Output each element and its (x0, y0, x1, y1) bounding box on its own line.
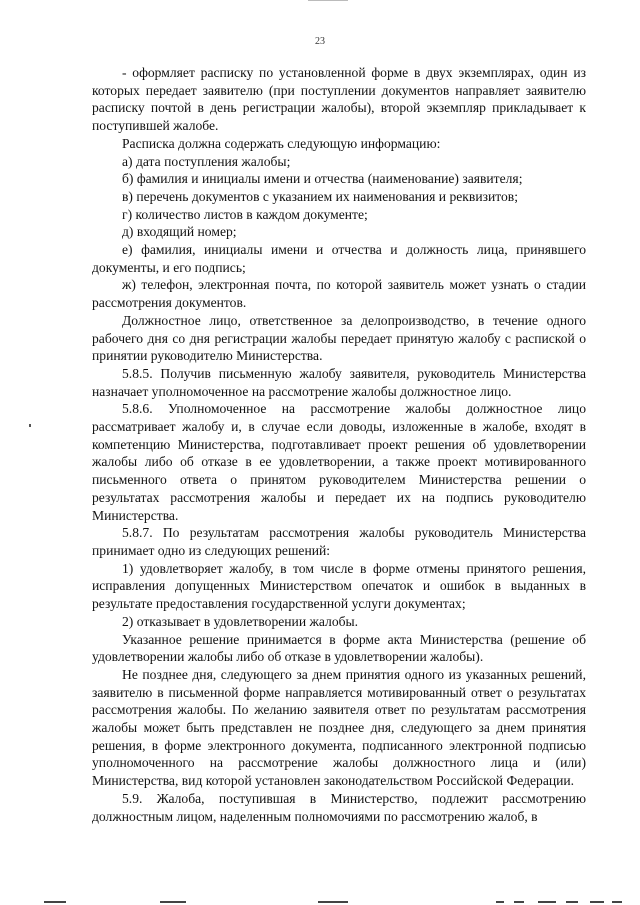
paragraph-records-officer: Должностное лицо, ответственное за делопроизводство, в течение одного рабочего дня со дня регистрации жалобы передает принятую жалобу с распиской о принятии руководителю Министерства. (92, 312, 586, 364)
decision-item-1: 1) удовлетворяет жалобу, в том числе в форме отмены принятого решения, исправления допущенных Министерством опечаток и ошибок в выданных в результате предоставления государственной услуги документах; (92, 560, 586, 612)
section-5-8-5: 5.8.5. Получив письменную жалобу заявителя, руководитель Министерства назначает уполномоченное на рассмотрение жалобы должностное лицо. (92, 365, 586, 399)
section-5-8-7: 5.8.7. По результатам рассмотрения жалобы руководитель Министерства принимает одно из следующих решений: (92, 525, 586, 558)
list-item-b: б) фамилия и инициалы имени и отчества (наименование) заявителя; (122, 171, 523, 187)
section-5-9: 5.9. Жалоба, поступившая в Министерство, подлежит рассмотрению должностным лицом, наделенным полномочиями по рассмотрению жалоб, в (92, 790, 586, 824)
section-5-8-6: 5.8.6. Уполномоченное на рассмотрение жалобы должностное лицо рассматривает жалобу и, в случае если доводы, изложенные в жалобе, входят в компетенцию Министерства, подготавливает проект решения об удовлетворении жалобы либо об отказе в ее удовлетворении, а также проект мотивированного письменного ответа о принятом руководителем Министерства решении о результатах рассмотрения жалобы и передает их на подпись руководителю Министерства. (92, 401, 586, 523)
list-item-v: в) перечень документов с указанием их наименования и реквизитов; (122, 188, 518, 204)
page-number: 23 (315, 36, 325, 47)
body-text (92, 64, 586, 825)
scan-artifact-bottom (0, 899, 640, 903)
paragraph-receipt-issuing: - оформляет расписку по установленной форме в двух экземплярах, один из которых передает заявителю (при поступлении документов направляет заявителю расписку почтой в день регистрации жалобы), второй экземпляр прикладывает к поступившей жалобе. (92, 65, 586, 134)
scan-artifact-top (308, 0, 348, 1)
list-item-g: г) количество листов в каждом документе; (122, 206, 368, 222)
paragraph-response-deadline: Не позднее дня, следующего за днем принятия одного из указанных решений, заявителю в письменной форме направляется мотивированный ответ о результатах рассмотрения жалобы. По желанию заявителя ответ по результатам рассмотрения жалобы может быть представлен не позднее дня, следующего за днем принятия решения, в форме электронного документа, подписанного электронной подписью уполномоченного на рассмотрение жалобы должностного лица и (или) Министерства, вид которой установлен законодательством Российской Федерации. (92, 666, 586, 789)
decision-item-2: 2) отказывает в удовлетворении жалобы. (122, 613, 359, 629)
scan-artifact-margin (29, 424, 31, 427)
paragraph-receipt-contents: Расписка должна содержать следующую информацию: (122, 135, 441, 151)
list-item-d: д) входящий номер; (122, 224, 237, 240)
list-item-zh: ж) телефон, электронная почта, по которой заявитель может узнать о стадии рассмотрения документов. (92, 277, 586, 311)
list-item-e: е) фамилия, инициалы имени и отчества и должность лица, принявшего документы, и его подпись; (92, 242, 586, 275)
list-item-a: а) дата поступления жалобы; (122, 153, 291, 169)
paragraph-decision-form: Указанное решение принимается в форме акта Министерства (решение об удовлетворении жалобы либо об отказе в удовлетворении жалобы). (92, 631, 586, 665)
